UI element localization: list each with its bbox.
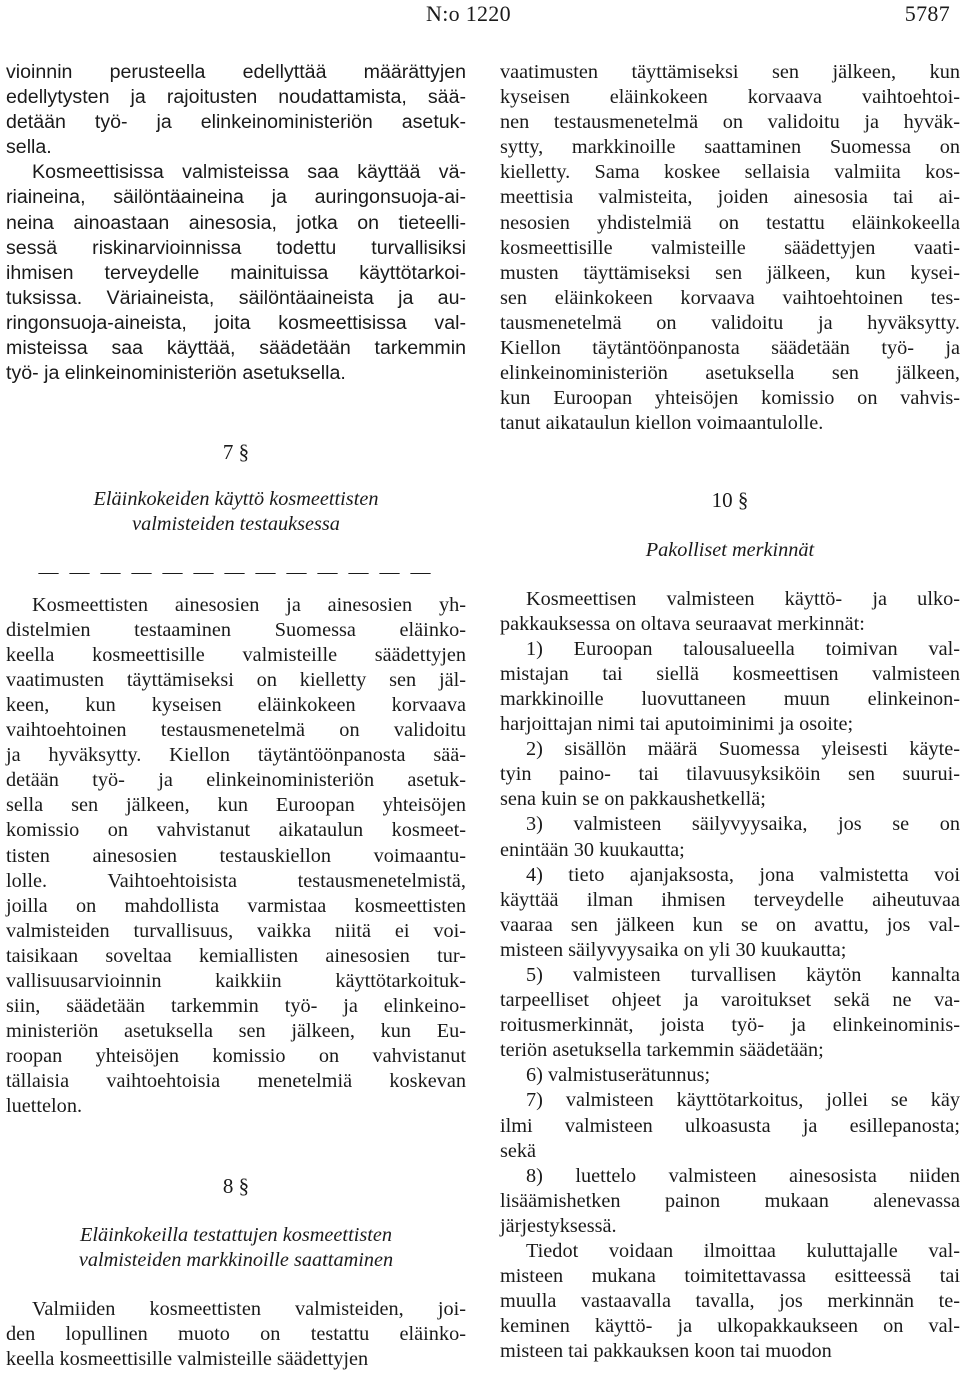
text-line: sekä	[500, 1139, 537, 1162]
text-line: sena kuin se on pakkaushetkellä;	[500, 788, 766, 811]
text-line: 7) valmisteen käyttötarkoitus, jollei se käy	[526, 1089, 960, 1112]
text-line: Kosmeettisissa valmisteissa saa käyttää vä-	[32, 161, 466, 184]
paragraph	[500, 60, 960, 436]
text-line: den lopullinen muoto on testattu eläinko-	[6, 1322, 466, 1345]
text-line: muulla vastaavalla tavalla, jos merkinnän te-	[500, 1290, 960, 1313]
section-number: 8 §	[222, 1173, 250, 1198]
text-line: harjoittajan nimi tai aputoiminimi ja osoite;	[500, 713, 854, 736]
text-line: lisäämishetken painon mukaan alenevassa	[500, 1189, 960, 1212]
text-line: vaihtoehtoinen testausmenetelmä on validoitu	[6, 719, 466, 742]
text-line: pakkauksessa on oltava seuraavat merkinnät:	[500, 612, 865, 635]
text-line: vaatimusten täyttämiseksi on kielletty sen jäl-	[6, 668, 466, 691]
text-line: nesosien yhdistelmiä on testattu eläinkokeella	[500, 211, 960, 234]
paragraph	[6, 1297, 466, 1372]
text-line: tarpeelliset ohjeet ja varoitukset sekä ne va-	[500, 989, 960, 1012]
text-line: misteen mukana toimitettavassa esitteessä tai	[500, 1265, 960, 1288]
text-line: ringonsuoja-aineista, joita kosmeettisissa val-	[6, 311, 466, 334]
section-number: 7 §	[222, 440, 250, 465]
text-line: tausmenetelmä on validoitu ja hyväksytty.	[500, 311, 960, 334]
text-line: markkinoille luovuttaneen muun elinkeinon-	[500, 687, 960, 710]
text-line: enintään 30 kuukautta;	[500, 838, 685, 861]
text-line: Tiedot voidaan ilmoittaa kuluttajalle val-	[526, 1240, 960, 1263]
paragraph	[6, 60, 466, 160]
text-line: Kosmeettisten ainesosien ja ainesosien yh-	[32, 593, 466, 616]
text-line: misteen tai pakkauksen koon tai muodon	[500, 1340, 832, 1363]
page-header	[0, 0, 960, 30]
text-line: kun Euroopan yhteisöjen komissio on vahvis-	[500, 387, 960, 410]
text-line: valmisteiden turvallisuus, vaikka niitä ei voi-	[6, 919, 466, 942]
text-line: 5) valmisteen turvallisen käytön kannalta	[526, 964, 960, 986]
text-line: 8) luettelo valmisteen ainesosista niiden	[526, 1164, 960, 1187]
list-item	[500, 812, 960, 862]
text-line: tisten ainesosien testauskiellon voimaantu-	[6, 844, 466, 867]
section-title: valmisteiden markkinoille saattaminen	[78, 1248, 394, 1271]
text-line: 1) Euroopan talousalueella toimivan val-	[526, 637, 960, 660]
text-line: siin, säädetään tarkemmin työ- ja elinkeino-	[6, 995, 466, 1018]
text-line: kielletty. Sama koskee sellaisia valmiita kos-	[500, 161, 960, 184]
text-line: nen testausmenetelmä on validoitu ja hyväk-	[500, 111, 960, 134]
text-line: neina ainoastaan ainesosia, jotka on tieteelli-	[6, 211, 466, 234]
text-line: vaaraa sen jälkeen kun se on avattu, jos val-	[500, 913, 960, 936]
text-line: kosmeettisille valmisteille säädettyjen vaati-	[500, 236, 960, 259]
text-line: tanut aikataulun kiellon voimaantulolle.	[500, 412, 824, 435]
text-line: sella.	[6, 136, 52, 159]
list-item	[500, 1088, 960, 1163]
text-line: lolle. Vaihtoehtoisista testausmenetelmistä,	[6, 869, 466, 892]
text-line: roitusmerkinnät, joista työ- ja elinkeinominis-	[500, 1014, 960, 1037]
text-line: sessä riskinarvioinnissa todettu turvallisiksi	[6, 236, 466, 259]
list-item	[500, 1164, 960, 1239]
section-number: 10 §	[711, 488, 749, 513]
text-line: järjestyksessä.	[500, 1214, 617, 1237]
text-line: ministeriön asetuksella sen jälkeen, kun Eu-	[6, 1020, 466, 1043]
text-line: detään työ- ja elinkeinoministeriön asetuk-	[6, 769, 466, 792]
text-line: meettisia valmisteita, joiden ainesosia tai ai-	[500, 186, 960, 209]
text-line: taisikaan soveltaa kemiallisten ainesosien tur-	[6, 944, 466, 967]
section-title: valmisteiden testauksessa	[132, 513, 340, 536]
list-item	[500, 1063, 960, 1088]
text-line: käyttää ilman ihmisen terveydelle aiheutuvaa	[500, 888, 960, 911]
text-line: riaineina, säilöntäaineina ja auringonsuoja-ai-	[6, 186, 466, 209]
text-line: 6) valmistuserätunnus;	[526, 1064, 711, 1087]
text-line: Kosmeettisen valmisteen käyttö- ja ulko-	[526, 587, 960, 610]
text-line: elinkeinoministeriön asetuksella sen jälkeen,	[500, 362, 960, 385]
text-line: 2) sisällön määrä Suomessa yleisesti käyte-	[526, 738, 960, 761]
text-line: 3) valmisteen säilyvyysaika, jos se on	[526, 813, 960, 836]
text-line: misteen säilyvyysaika on yli 30 kuukautta;	[500, 938, 847, 961]
text-line: ilmi valmisteen ulkoasusta ja esillepanosta;	[500, 1114, 960, 1137]
text-line: Valmiiden kosmeettisten valmisteiden, joi-	[32, 1297, 466, 1320]
text-line: joilla on mahdollista varmistaa kosmeettisten	[6, 894, 466, 917]
paragraph	[6, 593, 466, 1120]
paragraph	[500, 587, 960, 637]
text-line: vaatimusten täyttämiseksi sen jälkeen, kun	[500, 61, 960, 83]
text-line: distelmien testaaminen Suomessa eläinko-	[6, 618, 466, 641]
text-line: tuksissa. Väriaineista, säilöntäaineista ja au-	[6, 286, 466, 309]
paragraph	[500, 1239, 960, 1364]
text-line: vallisuusarvioinnin kaikkiin käyttötarkoituk-	[6, 970, 466, 992]
text-line: keella kosmeettisille valmisteille säädettyjen	[6, 643, 466, 666]
text-line: misteissa saa käyttää, säädetään tarkemmin	[6, 337, 466, 360]
text-line: työ- ja elinkeinoministeriön asetuksella.	[6, 362, 346, 385]
text-line: ihmisen terveydelle mainituissa käyttötarkoi-	[6, 261, 466, 284]
text-line: 4) tieto ajanjaksosta, jona valmistetta voi	[526, 863, 960, 886]
text-line: luettelon.	[6, 1095, 83, 1118]
text-line: kyseisen eläinkokeen korvaava vaihtoehtoi-	[500, 86, 960, 109]
section-title: Eläinkokeiden käyttö kosmeettisten	[93, 488, 379, 511]
text-line: tällaisia vaihtoehtoisia menetelmiä koskevan	[6, 1070, 466, 1093]
text-line: teriön asetuksella tarkemmin säädetään;	[500, 1039, 824, 1062]
section-title: Eläinkokeilla testattujen kosmeettisten	[79, 1223, 393, 1246]
section-title: Pakolliset merkinnät	[645, 538, 815, 561]
page-number: 5787	[904, 1, 950, 26]
omission-dashes: — — — — — — — — — — — — —	[38, 560, 434, 583]
text-line: sen eläinkokeen korvaava vaihtoehtoinen tes-	[500, 286, 960, 309]
list-item	[500, 737, 960, 812]
text-line: keen, kun kyseisen eläinkokeen korvaava	[6, 693, 466, 716]
text-line: keminen käyttö- ja ulkopakkaukseen on val-	[500, 1315, 960, 1338]
list-item	[500, 863, 960, 963]
text-line: ja hyväksytty. Kiellon täytäntöönpanosta sää-	[6, 744, 466, 767]
text-line: sella sen jälkeen, kun Euroopan yhteisöjen	[6, 794, 466, 817]
left-column	[6, 60, 466, 1372]
text-line: edellytysten ja rajoitusten noudattamista, sää-	[6, 86, 466, 109]
text-line: detään työ- ja elinkeinoministeriön asetuk-	[6, 111, 466, 134]
text-line: roopan yhteisöjen komissio on vahvistanut	[6, 1045, 466, 1068]
list-item	[500, 963, 960, 1063]
statute-number: N:o 1220	[426, 1, 511, 26]
text-line: tyin paino- tai tilavuusyksiköin sen suurui-	[500, 763, 960, 786]
text-line: sytty, markkinoille saattaminen Suomessa on	[500, 136, 960, 159]
text-line: mistajan tai siellä kosmeettisen valmisteen	[500, 662, 960, 685]
paragraph	[6, 160, 466, 386]
right-column	[500, 60, 960, 1365]
text-line: komissio on vahvistanut aikataulun kosmeet-	[6, 819, 466, 842]
text-line: musten täyttämiseksi sen jälkeen, kun kysei-	[500, 261, 960, 284]
text-line: Kiellon täytäntöönpanosta säädetään työ- ja	[500, 337, 960, 360]
list-item	[500, 637, 960, 737]
text-line: vioinnin perusteella edellyttää määrättyjen	[6, 61, 466, 83]
text-line: keella kosmeettisille valmisteille säädettyjen	[6, 1348, 369, 1371]
